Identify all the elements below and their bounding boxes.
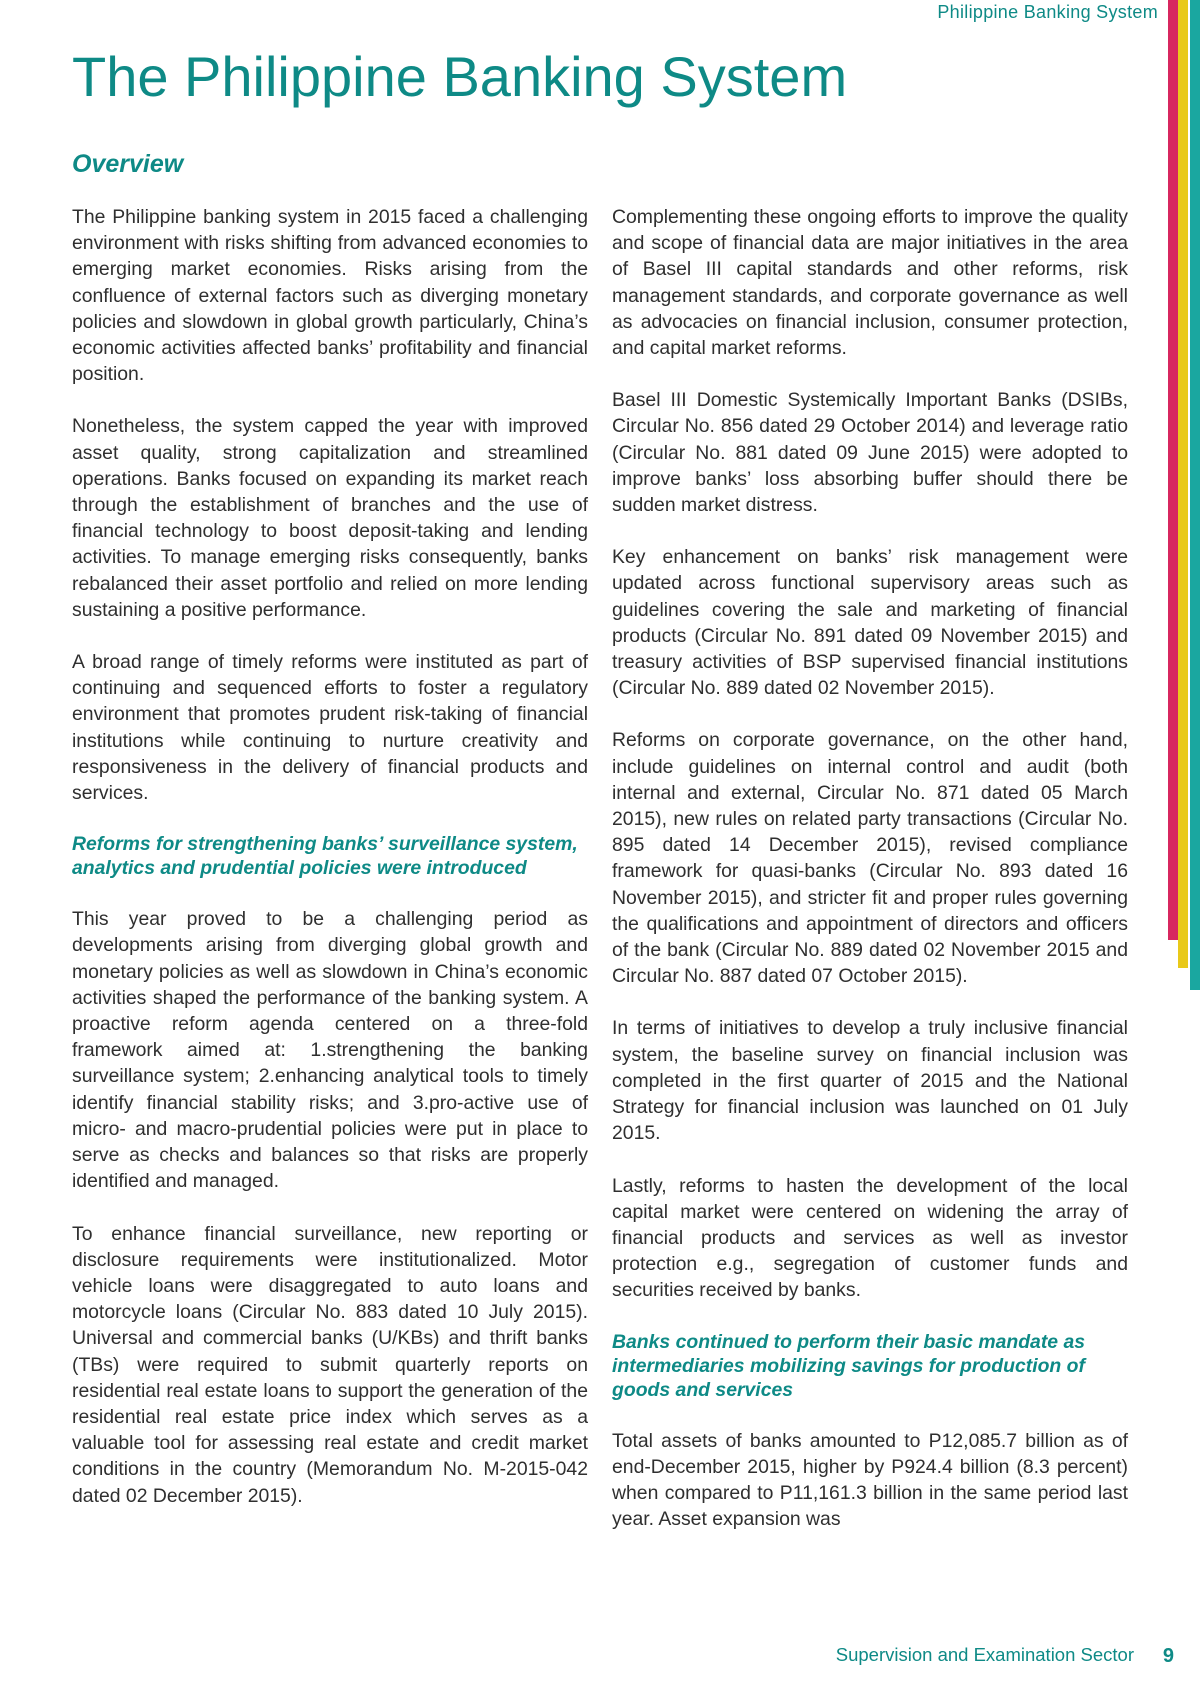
paragraph: Basel III Domestic Systemically Important Banks (DSIBs, Circular No. 856 dated 29 October 2014) and leverage ratio (Circular No. 881 dated 09 June 2015) were adopted to improve banks’ loss absorbing buffer should there be sudden market distress.	[612, 389, 1128, 517]
decorative-color-stripes	[1160, 0, 1200, 1000]
right-column	[612, 204, 1128, 1558]
paragraph: Total assets of banks amounted to P12,085.7 billion as of end-December 2015, higher by P924.4 billion (8.3 percent) when compared to P11,161.3 billion in the same period last year. Asset expansion was	[612, 1429, 1128, 1531]
paragraph: The Philippine banking system in 2015 faced a challenging environment with risks shifting from advanced economies to emerging market economies. Risks arising from the confluence of external factors such as diverging monetary policies and slowdown in global growth particularly, China’s economic activities affected banks’ profitability and financial position.	[72, 206, 588, 386]
subheading: Reforms for strengthening banks’ surveillance system, analytics and prudential policies were introduced	[72, 833, 578, 880]
page-title: The Philippine Banking System	[72, 45, 848, 108]
footer-label: Supervision and Examination Sector	[835, 1644, 1134, 1665]
paragraph: Key enhancement on banks’ risk management were updated across functional supervisory areas such as guidelines covering the sale and marketing of financial products (Circular No. 891 dated 09 November 2015) and treasury activities of BSP supervised financial institutions (Circular No. 889 dated 02 November 2015).	[612, 546, 1128, 700]
paragraph: This year proved to be a challenging period as developments arising from diverging global growth and monetary policies as well as slowdown in China’s economic activities shaped the performance of the banking system. A proactive reform agenda centered on a three-fold framework aimed at: 1.strengthening the banking surveillance system; 2.enhancing analytical tools to timely identify financial stability risks; and 3.pro-active use of micro- and macro-prudential policies were put in place to serve as checks and balances so that risks are properly identified and managed.	[72, 908, 588, 1193]
teal-stripe	[1190, 0, 1200, 990]
paragraph: To enhance financial surveillance, new reporting or disclosure requirements were institutionalized. Motor vehicle loans were disaggregated to auto loans and motorcycle loans (Circular No. 883 dated 10 July 2015). Universal and commercial banks (U/KBs) and thrift banks (TBs) were required to submit quarterly reports on residential real estate loans to support the generation of the residential real estate price index which serves as a valuable tool for assessing real estate and credit market conditions in the country (Memorandum No. M-2015-042 dated 02 December 2015).	[72, 1222, 588, 1507]
running-header: Philippine Banking System	[937, 2, 1158, 22]
pink-stripe	[1168, 0, 1178, 940]
subheading: Banks continued to perform their basic mandate as intermediaries mobilizing savings for production of goods and services	[612, 1330, 1086, 1401]
paragraph: Reforms on corporate governance, on the other hand, include guidelines on internal control and audit (both internal and external, Circular No. 871 dated 05 March 2015), new rules on related party transactions (Circular No. 895 dated 14 December 2015), revised compliance framework for quasi-banks (Circular No. 893 dated 16 November 2015), and stricter fit and proper rules governing the qualifications and appointment of directors and officers of the bank (Circular No. 889 dated 02 November 2015 and Circular No. 887 dated 07 October 2015).	[612, 729, 1128, 988]
paragraph: Complementing these ongoing efforts to improve the quality and scope of financial data are major initiatives in the area of Basel III capital standards and other reforms, risk management standards, and corporate governance as well as advocacies on financial inclusion, consumer protection, and capital market reforms.	[612, 206, 1128, 360]
section-title: Overview	[72, 150, 184, 178]
paragraph: A broad range of timely reforms were instituted as part of continuing and sequenced efforts to foster a regulatory environment that promotes prudent risk-taking of financial institutions while continuing to nurture creativity and responsiveness in the delivery of financial products and services.	[72, 651, 588, 805]
page-number: 9	[1162, 1645, 1174, 1667]
paragraph: In terms of initiatives to develop a truly inclusive financial system, the baseline survey on financial inclusion was completed in the first quarter of 2015 and the National Strategy for financial inclusion was launched on 01 July 2015.	[612, 1017, 1128, 1145]
paragraph: Lastly, reforms to hasten the development of the local capital market were centered on widening the array of financial products and services as well as investor protection e.g., segregation of customer funds and securities received by banks.	[612, 1174, 1128, 1302]
yellow-stripe	[1178, 0, 1188, 968]
left-column	[72, 204, 588, 1535]
paragraph: Nonetheless, the system capped the year with improved asset quality, strong capitalization and streamlined operations. Banks focused on expanding its market reach through the establishment of branches and the use of financial technology to boost deposit-taking and lending activities. To manage emerging risks consequently, banks rebalanced their asset portfolio and relied on more lending sustaining a positive performance.	[72, 415, 588, 621]
